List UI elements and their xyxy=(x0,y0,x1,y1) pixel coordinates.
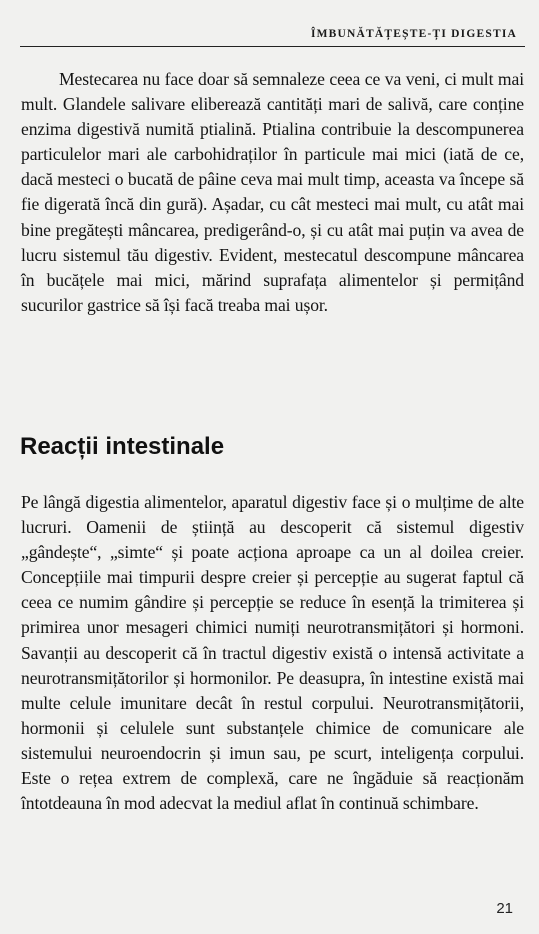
running-header: ÎMBUNĂTĂȚEȘTE-ȚI DIGESTIA xyxy=(310,28,517,40)
section-heading: Reacții intestinale xyxy=(20,433,225,460)
paragraph-chewing: Mestecarea nu face doar să semnaleze ceea ce va veni, ci mult mai mult. Glandele salivare eliberează cantități mari de salivă, care conține enzima digestivă numită ptialină. Ptialina contribuie la descompunerea particulelor mari ale carbohidraților în particule mai mici (iată de ce, dacă mesteci o bucată de pâine ceva mai mult timp, aceasta va începe să fie digerată încă din gură). Așadar, cu cât mesteci mai mult, cu atât mai bine pregătești mâncarea, predigerând-o, și cu atât mai puțin va avea de lucru sistemul tău digestiv. Evident, mestecatul descompune mâncarea în bucățele mai mici, mărind suprafața alimentelor și permițând sucurilor gastrice să își facă treaba mai ușor. xyxy=(21,69,524,315)
header-rule xyxy=(20,46,525,47)
page-number: 21 xyxy=(496,900,513,917)
paragraph-intestinal-reactions: Pe lângă digestia alimentelor, aparatul digestiv face și o mulțime de alte lucruri. Oamenii de știință au descoperit că sistemul digestiv „gândește“, „simte“ și poate acționa aproape ca un al doilea creier. Concepțiile mai timpurii despre creier și percepție au sugerat faptul că ceea ce numim gândire și percepție se reduce în esență la trimiterea și primirea unor mesageri chimici numiți neurotransmițători și hormoni. Savanții au descoperit că în tractul digestiv există o intensă activitate a neurotransmițătorilor și hormonilor. Pe deasupra, în intestine există mai multe celule imunitare decât în restul corpului. Neurotransmițătorii, hormonii și celulele sunt substanțele chimice de comunicare ale sistemului neuroendocrin și imun sau, pe scurt, inteligența corpului. Este o rețea extrem de complexă, care ne îngăduie să reacționăm întotdeauna în mod adecvat la mediul aflat în continuă schimbare. xyxy=(21,492,524,814)
